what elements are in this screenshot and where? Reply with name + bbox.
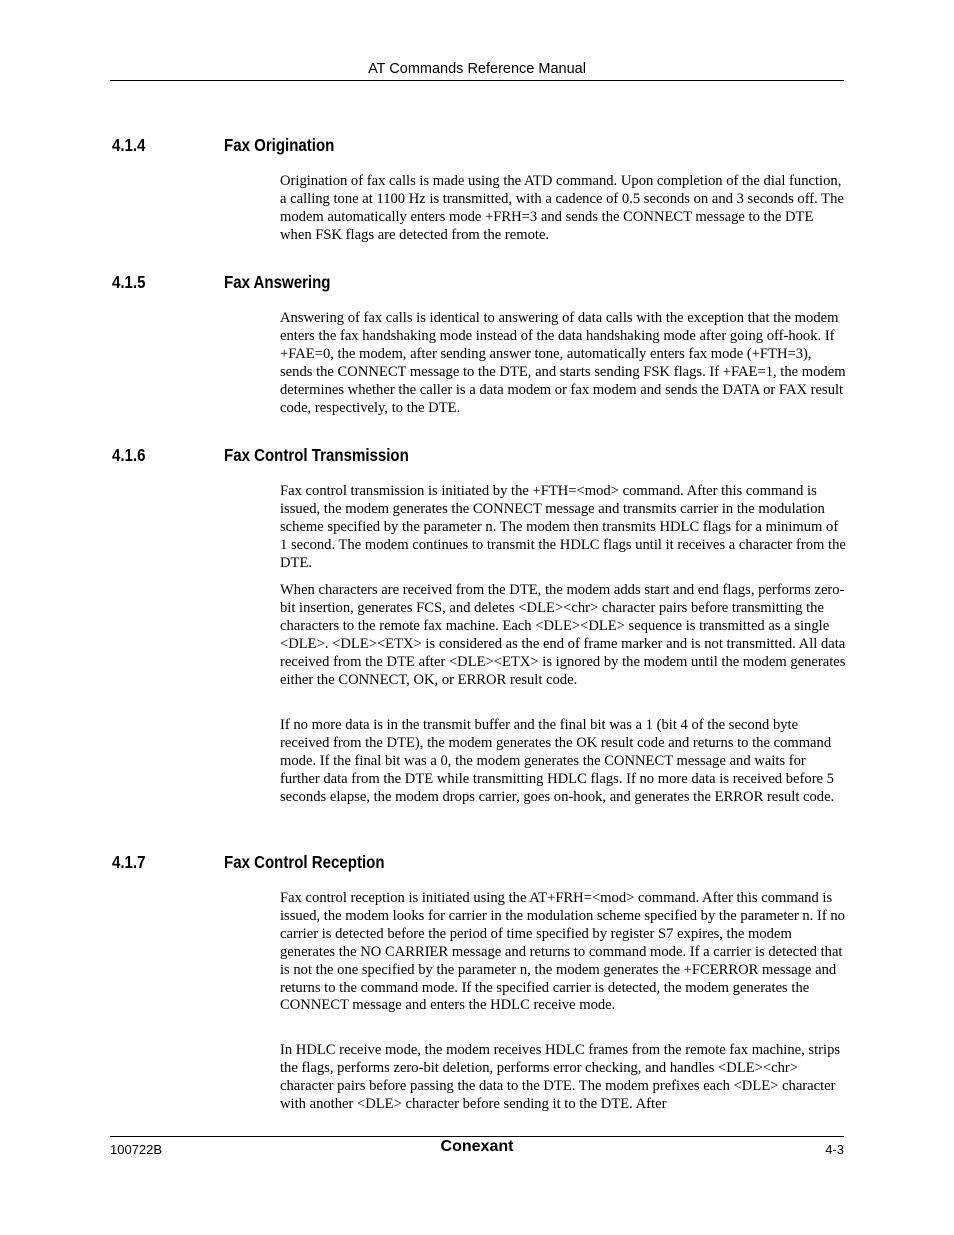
section-title: Fax Origination	[224, 135, 335, 155]
footer-doc-number: 100722B	[110, 1142, 163, 1157]
footer-rule	[110, 1136, 844, 1137]
section-title: Fax Control Reception	[224, 852, 385, 872]
paragraph: When characters are received from the DTE, the modem adds start and end flags, performs zero-bit insertion, generates FCS, and deletes <DLE><chr> character pairs before transmitting the characters to the remote fax machine. Each <DLE><DLE> sequence is transmitted as a single <DLE>. <DLE><ETX> is considered as the end of frame marker and is not transmitted. All data received from the DTE after <DLE><ETX> is ignored by the modem until the modem generates either the CONNECT, OK, or ERROR result code.	[280, 582, 846, 688]
section-title: Fax Answering	[224, 272, 331, 292]
paragraph: Fax control reception is initiated using the AT+FRH=<mod> command. After this command is issued, the modem looks for carrier in the modulation scheme specified by the parameter n. If no carrier is detected before the period of time specified by register S7 expires, the modem generates the NO CARRIER message and returns to command mode. If a carrier is detected that is not the one specified by the parameter n, the modem generates the +FCERROR message and returns to the command mode. If the specified carrier is detected, the modem generates the CONNECT message and enters the HDLC receive mode.	[280, 890, 845, 1014]
section-number: 4.1.4	[112, 135, 146, 155]
paragraph: Origination of fax calls is made using the ATD command. Upon completion of the dial function, a calling tone at 1100 Hz is transmitted, with a cadence of 0.5 seconds on and 3 seconds off. The modem automatically enters mode +FRH=3 and sends the CONNECT message to the DTE when FSK flags are detected from the remote.	[280, 173, 844, 243]
paragraph: Answering of fax calls is identical to answering of data calls with the exception that the modem enters the fax handshaking mode instead of the data handshaking mode after going off-hook. If +FAE=0, the modem, after sending answer tone, automatically enters fax mode (+FTH=3), sends the CONNECT message to the DTE, and starts sending FSK flags. If +FAE=1, the modem determines whether the caller is a data modem or fax modem and sends the DATA or FAX result code, respectively, to the DTE.	[280, 310, 846, 416]
footer-company: Conexant	[440, 1138, 514, 1155]
paragraph: Fax control transmission is initiated by the +FTH=<mod> command. After this command is issued, the modem generates the CONNECT message and transmits carrier in the modulation scheme specified by the parameter n. The modem then transmits HDLC flags for a minimum of 1 second. The modem continues to transmit the HDLC flags until it receives a character from the DTE.	[280, 483, 846, 571]
paragraph: If no more data is in the transmit buffer and the final bit was a 1 (bit 4 of the second byte received from the DTE), the modem generates the OK result code and returns to the command mode. If the final bit was a 0, the modem generates the CONNECT message and waits for further data from the DTE while transmitting HDLC flags. If no more data is received before 5 seconds elapse, the modem drops carrier, goes on-hook, and generates the ERROR result code.	[280, 717, 835, 805]
section-title: Fax Control Transmission	[224, 445, 409, 465]
section-number: 4.1.6	[112, 445, 146, 465]
header-rule	[110, 80, 844, 81]
paragraph: In HDLC receive mode, the modem receives HDLC frames from the remote fax machine, strips the flags, performs zero-bit deletion, performs error checking, and handles <DLE><chr> character pairs before passing the data to the DTE. The modem prefixes each <DLE> character with another <DLE> character before sending it to the DTE. After	[280, 1042, 841, 1112]
footer-page-number: 4-3	[825, 1142, 844, 1157]
page-header-title: AT Commands Reference Manual	[368, 61, 586, 77]
section-number: 4.1.7	[112, 852, 146, 872]
section-number: 4.1.5	[112, 272, 146, 292]
